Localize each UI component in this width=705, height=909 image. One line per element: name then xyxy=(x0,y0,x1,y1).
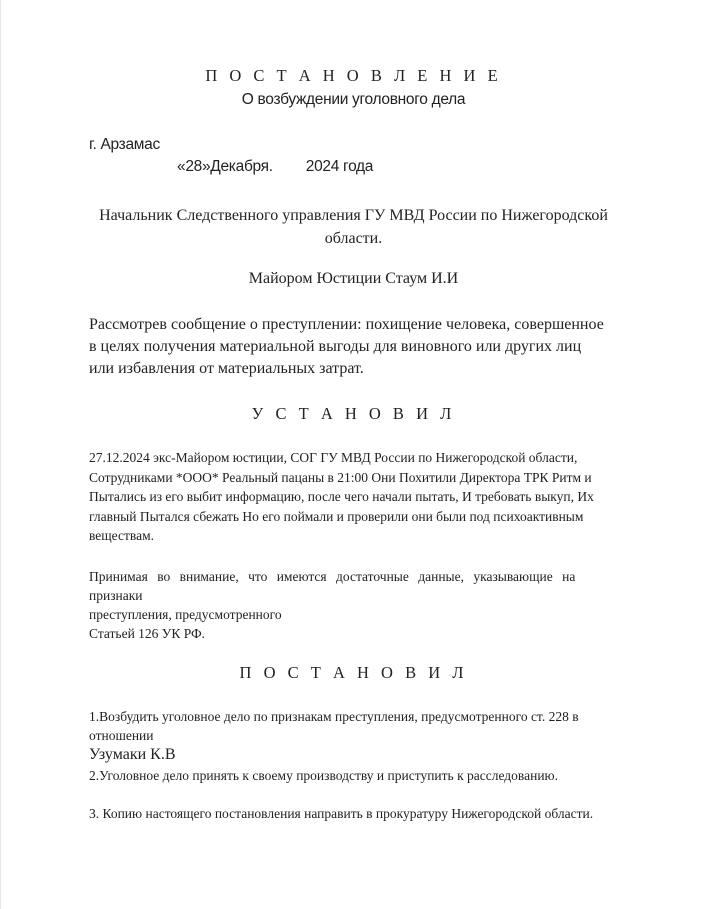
item1-line: 1.Возбудить уголовное дело по признакам преступления, предусмотренного ст. 228 в xyxy=(89,709,579,724)
facts-paragraph xyxy=(89,448,594,546)
considering-line: преступления, предусмотренного xyxy=(89,607,282,622)
facts-line: главный Пытался сбежать Но его поймали и проверили они были под психоактивным xyxy=(89,508,584,524)
considering-paragraph xyxy=(89,567,575,643)
chief-line: области. xyxy=(324,230,383,247)
review-paragraph xyxy=(89,314,604,380)
resolution-item-2: 2.Уголовное дело принять к своему производству и приступить к расследованию. xyxy=(89,768,558,783)
date-day: «28»Декабря. xyxy=(177,158,273,175)
document-title: П О С Т А Н О В Л Е Н И Е xyxy=(205,66,502,85)
review-line: в целях получения материальной выгоды для виновного или других лиц xyxy=(89,338,582,355)
resolution-item-1 xyxy=(89,707,579,745)
item1-line: отношении xyxy=(89,728,154,743)
review-line: Рассмотрев сообщение о преступлении: похищение человека, совершенное xyxy=(89,316,604,333)
investigator-name: Майором Юстиции Стаум И.И xyxy=(248,270,459,287)
facts-line: Пытались из его выбит информацию, после чего начали пытать, И требовать выкуп, Их xyxy=(89,489,594,504)
resolution-item-3: 3. Копию настоящего постановления направить в прокуратуру Нижегородской области. xyxy=(89,806,594,821)
considering-line: признаки xyxy=(89,588,143,603)
chief-block xyxy=(1,204,705,250)
facts-line: Сотрудниками *ООО* Реальный пацаны в 21:00 Они Похитили Директора ТРК Ритм и xyxy=(89,469,592,485)
document-subtitle: О возбуждении уголовного дела xyxy=(241,91,466,108)
city: г. Арзамас xyxy=(89,136,160,153)
date-year: 2024 года xyxy=(305,158,374,175)
considering-line: Принимая во внимание, что имеются достаточные данные, указывающие на xyxy=(89,569,576,584)
facts-line: веществам. xyxy=(89,528,155,543)
suspect-name: Узумаки К.В xyxy=(89,746,176,763)
considering-line: Статьей 126 УК РФ. xyxy=(89,626,206,641)
review-line: или избавления от материальных затрат. xyxy=(89,360,364,377)
facts-line: 27.12.2024 экс-Майором юстиции, СОГ ГУ МВД России по Нижегородской области, xyxy=(89,450,578,465)
resolved-heading: П О С Т А Н О В И Л xyxy=(239,663,468,682)
document-date xyxy=(177,158,373,176)
established-heading: У С Т А Н О В И Л xyxy=(251,404,456,423)
chief-line: Начальник Следственного управления ГУ МВД России по Нижегородской xyxy=(99,207,608,224)
